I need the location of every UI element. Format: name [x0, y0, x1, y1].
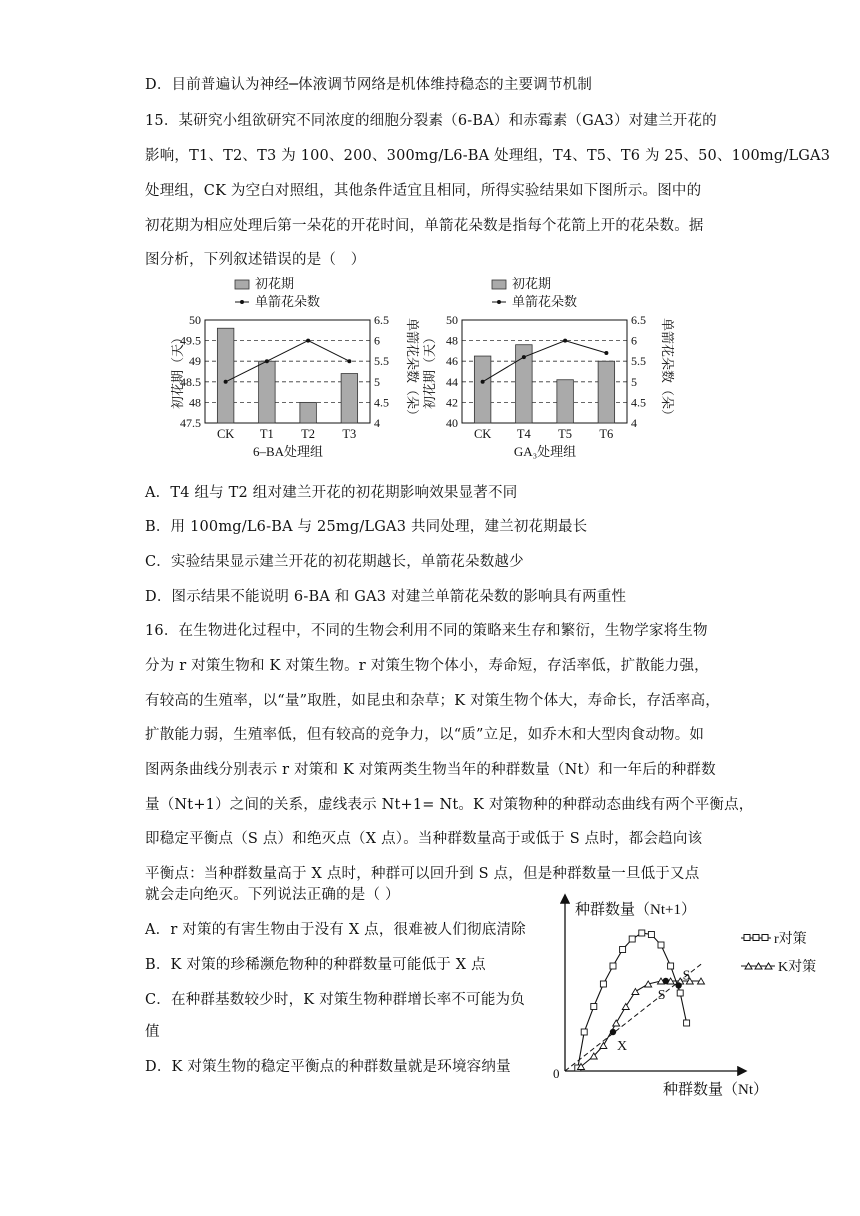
legend-line-label: 单箭花朵数: [255, 294, 321, 309]
r-marker: [629, 936, 635, 942]
q16-stem-line: 量（Nt+1）之间的关系，虚线表示 Nt+1= Nt。K 对策物种的种群动态曲线有两个平衡点，: [145, 797, 754, 813]
x-tick-label: T5: [558, 427, 573, 441]
q16-option-b: B．K 对策的珍稀濒危物种的种群数量可能低于 X 点: [145, 957, 486, 973]
y-tick-label: 48: [189, 395, 201, 410]
equilibrium-point: [675, 982, 681, 988]
r-marker: [581, 1029, 587, 1035]
q15-option-b: B．用 100mg/L6-BA 与 25mg/LGA3 共同处理，建兰初花期最长: [145, 519, 588, 535]
q15-option-c: C．实验结果显示建兰开花的初花期越长，单箭花朵数越少: [145, 554, 524, 570]
q16-option-c: C．在种群基数较少时，K 对策生物种群增长率不可能为负: [145, 992, 525, 1008]
legend-r-label: r对策: [774, 932, 807, 947]
series-point: [481, 380, 485, 384]
y2-tick-label: 5.5: [631, 354, 646, 369]
bar: [598, 361, 615, 423]
q16-stem-line: 平衡点：当种群数量高于 X 点时，种群可以回升到 S 点，但是种群数量一旦低于又点: [145, 866, 700, 882]
legend-line-marker: [497, 300, 501, 304]
q15-stem-line: 图分析，下列叙述错误的是（ ）: [145, 252, 366, 268]
q15-stem-line: 处理组，CK 为空白对照组，其他条件适宜且相同，所得实验结果如下图所示。图中的: [145, 183, 702, 199]
equilibrium-point: [610, 1029, 616, 1035]
y2-tick-label: 4: [631, 416, 637, 430]
r-marker: [591, 1004, 597, 1010]
legend-line-marker: [240, 300, 244, 304]
q16-stem-line: 即稳定平衡点（S 点）和绝灭点（X 点）。当种群数量高于或低于 S 点时，都会趋向该: [145, 831, 703, 847]
q15-option-d: D．图示结果不能说明 6-BA 和 GA3 对建兰单箭花朵数的影响具有两重性: [145, 589, 627, 605]
y2-tick-label: 6: [374, 333, 380, 348]
k-marker: [632, 989, 639, 995]
y2-axis-label: 单箭花朵数（朵）: [405, 317, 420, 423]
k-marker: [622, 1004, 629, 1010]
y-tick-label: 40: [446, 416, 458, 430]
legend-k-marker: [745, 963, 772, 969]
x-tick-label: T3: [342, 427, 357, 441]
y-tick-label: 49: [189, 354, 201, 369]
y-axis-label: 种群数量（Nt+1）: [575, 902, 696, 918]
legend-bar-swatch: [492, 280, 506, 289]
x-tick-label: CK: [473, 427, 492, 441]
r-marker: [600, 981, 606, 987]
chart-population-strategy: [545, 888, 845, 1098]
y-axis-label: 初花期（天）: [422, 330, 437, 410]
legend-bar-swatch: [235, 280, 249, 289]
r-marker: [620, 947, 626, 953]
series-point: [265, 359, 269, 363]
y2-tick-label: 5: [631, 374, 637, 389]
series-point: [604, 351, 608, 355]
q16-option-d: D．K 对策生物的稳定平衡点的种群数量就是环境容纳量: [145, 1059, 511, 1075]
x-axis-label: 6–BA处理组: [252, 444, 324, 459]
point-label-s-k: S: [657, 988, 666, 1003]
y-axis-label: 初花期（天）: [170, 330, 185, 410]
r-marker: [648, 932, 654, 938]
y2-tick-label: 4.5: [631, 395, 646, 410]
y-tick-label: 48.5: [180, 374, 201, 389]
legend-k-label: K对策: [778, 960, 817, 975]
q15-stem-line: 影响，T1、T2、T3 为 100、200、300mg/L6-BA 处理组，T4、T5、T6 为 25、50、100mg/LGA3: [145, 148, 831, 164]
q16-stem-line: 有较高的生殖率，以“量”取胜，如昆虫和杂草；K 对策生物个体大，寿命长，存活率高，: [145, 693, 720, 709]
y2-tick-label: 4: [374, 416, 380, 430]
legend-bar-label: 初花期: [512, 276, 552, 291]
series-point: [563, 339, 567, 343]
y-tick-label: 49.5: [180, 333, 201, 348]
series-point: [522, 355, 526, 359]
y2-tick-label: 6.5: [631, 313, 646, 327]
q16-stem-line: 分为 r 对策生物和 K 对策生物。r 对策生物个体小，寿命短，存活率低，扩散能力强，: [145, 658, 709, 674]
k-marker: [600, 1043, 607, 1049]
origin-label: 0: [553, 1066, 560, 1081]
y2-tick-label: 4.5: [374, 395, 389, 410]
point-label-x: X: [617, 1039, 628, 1054]
point-label-s-r: S: [682, 968, 691, 984]
r-marker: [639, 930, 645, 936]
legend-r-marker: [744, 935, 750, 941]
equilibrium-point: [663, 978, 669, 984]
y-tick-label: 44: [446, 374, 458, 389]
q14-option-d: D．目前普遍认为神经─体液调节网络是机体维持稳态的主要调节机制: [145, 77, 593, 93]
q16-stem-line: 扩散能力弱，生殖率低，但有较高的竞争力，以“质”立足，如乔木和大型肉食动物。如: [145, 727, 705, 743]
y-tick-label: 50: [189, 313, 201, 327]
y-tick-label: 42: [446, 395, 458, 410]
chart-6ba: [170, 270, 420, 470]
q16-stem-line: 就会走向绝灭。下列说法正确的是（ ）: [145, 887, 400, 903]
x-tick-label: T1: [259, 427, 274, 441]
x-tick-label: T2: [301, 427, 316, 441]
bar: [341, 374, 358, 423]
y2-tick-label: 6: [631, 333, 637, 348]
r-marker: [610, 963, 616, 969]
r-marker: [668, 963, 674, 969]
series-line: [226, 341, 350, 382]
q16-option-a: A．r 对策的有害生物由于没有 X 点，很难被人们彻底清除: [145, 922, 526, 938]
q16-stem-line: 图两条曲线分别表示 r 对策和 K 对策两类生物当年的种群数量（Nt）和一年后的种群数: [145, 762, 716, 778]
y2-axis-label: 单箭花朵数（朵）: [660, 317, 675, 423]
r-marker: [684, 1020, 690, 1026]
legend-bar-label: 初花期: [255, 276, 295, 291]
y2-tick-label: 5: [374, 374, 380, 389]
legend-line-label: 单箭花朵数: [512, 294, 578, 309]
x-axis-label: GA₃处理组: [513, 444, 577, 459]
x-tick-label: T4: [516, 427, 531, 441]
series-point: [306, 339, 310, 343]
y-tick-label: 50: [446, 313, 458, 327]
series-point: [224, 380, 228, 384]
k-marker: [613, 1020, 620, 1026]
y2-tick-label: 5.5: [374, 354, 389, 369]
bar: [557, 380, 574, 423]
legend-r-marker: [762, 935, 768, 941]
chart-ga3: [420, 270, 675, 470]
q15-stem-line: 15．某研究小组欲研究不同浓度的细胞分裂素（6-BA）和赤霉素（GA3）对建兰开花的: [145, 113, 717, 129]
x-axis-label: 种群数量（Nt）: [663, 1082, 769, 1098]
x-tick-label: T6: [599, 427, 614, 441]
y2-tick-label: 6.5: [374, 313, 389, 327]
x-tick-label: CK: [216, 427, 235, 441]
q16-stem-line: 16．在生物进化过程中，不同的生物会利用不同的策略来生存和繁衍，生物学家将生物: [145, 623, 708, 639]
bar: [474, 356, 491, 423]
bar: [217, 328, 234, 423]
r-marker: [658, 942, 664, 948]
q16-option-c-cont: 值: [145, 1024, 160, 1040]
bar: [259, 361, 276, 423]
y-tick-label: 46: [446, 354, 458, 369]
bar: [300, 402, 317, 423]
series-point: [347, 359, 351, 363]
q15-option-a: A．T4 组与 T2 组对建兰开花的初花期影响效果显著不同: [145, 485, 518, 501]
r-curve: [578, 933, 687, 1068]
series-line: [483, 341, 607, 382]
r-marker: [677, 990, 683, 996]
y-tick-label: 47.5: [180, 416, 201, 430]
y-tick-label: 48: [446, 333, 458, 348]
legend-r-marker: [753, 935, 759, 941]
q15-stem-line: 初花期为相应处理后第一朵花的开花时间，单箭花朵数是指每个花箭上开的花朵数。据: [145, 218, 704, 234]
k-marker: [645, 981, 652, 987]
